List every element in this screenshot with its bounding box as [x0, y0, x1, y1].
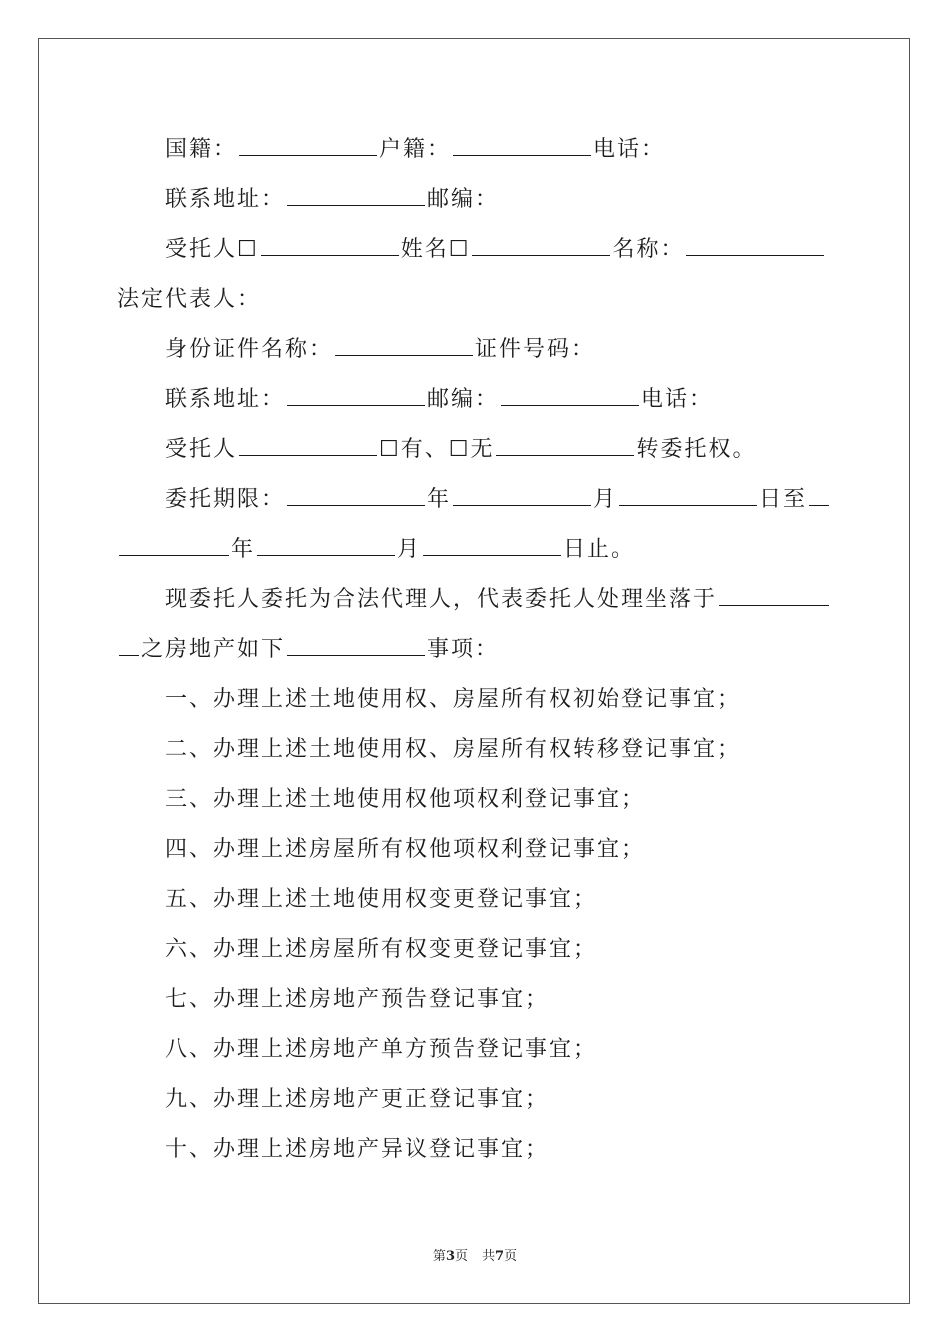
nationality-label: 国籍：: [165, 137, 238, 162]
property-location-blank[interactable]: [719, 585, 829, 606]
household-blank[interactable]: [453, 135, 591, 156]
term-end-month-label: 月: [397, 537, 422, 562]
entity-name-blank[interactable]: [686, 235, 824, 256]
list-item: 三、办理上述土地使用权他项权利登记事宜；: [165, 787, 646, 812]
trustee-phone-label: 电话：: [641, 387, 714, 412]
list-item: 四、办理上述房屋所有权他项权利登记事宜；: [165, 837, 646, 862]
total-prefix: 共: [482, 1249, 496, 1264]
trustee-label: 受托人☐: [165, 237, 259, 262]
list-item: 六、办理上述房屋所有权变更登记事宜；: [165, 937, 598, 962]
term-end-month-blank[interactable]: [257, 535, 395, 556]
term-year-label: 年: [427, 487, 452, 512]
id-type-blank[interactable]: [335, 335, 473, 356]
authorization-line: [0, 585, 950, 615]
trustee-postcode-label: 邮编：: [427, 387, 500, 412]
term-end-year-blank-start[interactable]: [809, 485, 829, 506]
subdelegation-trustee-label: 受托人: [165, 437, 238, 462]
subdelegation-trustee-blank[interactable]: [239, 435, 377, 456]
trustee-address-blank[interactable]: [287, 385, 425, 406]
trustee-postcode-blank[interactable]: [501, 385, 639, 406]
trustee-contact-line: [0, 385, 950, 415]
term-month-label: 月: [593, 487, 618, 512]
subdelegation-options[interactable]: ☐有、☐无: [379, 437, 495, 462]
list-item: 二、办理上述土地使用权、房屋所有权转移登记事宜；: [165, 737, 742, 762]
total-suffix: 页: [504, 1249, 518, 1264]
id-line: [0, 335, 950, 365]
matters-label: 事项：: [427, 637, 500, 662]
address-label: 联系地址：: [165, 187, 286, 212]
subdelegation-label: 转委托权。: [636, 437, 757, 462]
authorization-text: 现委托人委托为合法代理人，代表委托人处理坐落于: [165, 587, 718, 612]
list-item: 八、办理上述房地产单方预告登记事宜；: [165, 1037, 598, 1062]
matters-line: [0, 635, 950, 665]
trustee-blank[interactable]: [261, 235, 399, 256]
term-start-month-blank[interactable]: [453, 485, 591, 506]
term-end-line: [0, 535, 950, 565]
postcode-label: 邮编：: [427, 187, 500, 212]
page-total: 7: [495, 1249, 505, 1264]
term-end-day-blank[interactable]: [423, 535, 561, 556]
page-prefix: 第: [432, 1249, 446, 1264]
term-start-day-blank[interactable]: [619, 485, 757, 506]
term-line: [0, 485, 950, 515]
matters-blank[interactable]: [287, 635, 425, 656]
list-item: 五、办理上述土地使用权变更登记事宜；: [165, 887, 598, 912]
address-blank[interactable]: [287, 185, 425, 206]
id-number-label: 证件号码：: [475, 337, 596, 362]
term-end-year-label: 年: [231, 537, 256, 562]
term-day-to-label: 日至: [759, 487, 808, 512]
page-footer: [0, 1245, 950, 1264]
subdelegation-line: [0, 435, 950, 465]
term-label: 委托期限：: [165, 487, 286, 512]
term-end-year-blank[interactable]: [119, 535, 229, 556]
page-suffix: 页: [454, 1249, 468, 1264]
trustee-line: [0, 235, 950, 265]
property-location-blank-end[interactable]: [119, 635, 139, 656]
list-item: 一、办理上述土地使用权、房屋所有权初始登记事宜；: [165, 687, 742, 712]
trustee-address-label: 联系地址：: [165, 387, 286, 412]
phone-label: 电话：: [593, 137, 666, 162]
page-current: 3: [445, 1249, 455, 1264]
legal-rep-label: 法定代表人：: [117, 287, 262, 312]
nationality-line: [0, 135, 950, 165]
id-type-label: 身份证件名称：: [165, 337, 334, 362]
property-text: 之房地产如下: [141, 637, 286, 662]
legal-rep-line: [0, 285, 950, 315]
entity-name-label: 名称：: [612, 237, 685, 262]
list-item: 十、办理上述房地产异议登记事宜；: [165, 1137, 550, 1162]
household-label: 户籍：: [379, 137, 452, 162]
name-blank[interactable]: [472, 235, 610, 256]
list-item: 七、办理上述房地产预告登记事宜；: [165, 987, 550, 1012]
nationality-blank[interactable]: [239, 135, 377, 156]
address-line: [0, 185, 950, 215]
name-label: 姓名☐: [400, 237, 471, 262]
subdelegation-blank[interactable]: [496, 435, 634, 456]
list-item: 九、办理上述房地产更正登记事宜；: [165, 1087, 550, 1112]
term-start-year-blank[interactable]: [287, 485, 425, 506]
term-end-day-label: 日止。: [563, 537, 636, 562]
